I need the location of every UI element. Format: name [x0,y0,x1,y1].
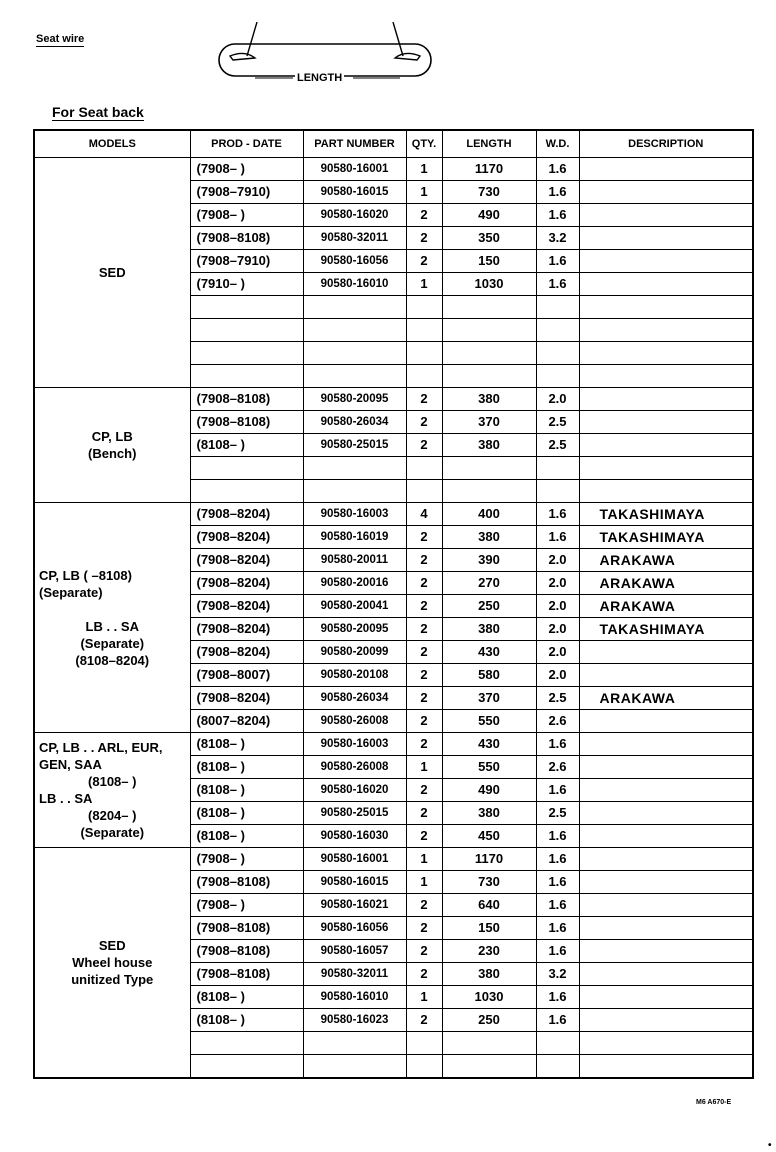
length-cell: 380 [442,526,536,549]
prod-date-cell: (7908–8108) [190,227,303,250]
part-number-cell [303,342,406,365]
description-cell [579,227,753,250]
qty-cell: 1 [406,756,442,779]
part-number-cell: 90580-16021 [303,894,406,917]
length-cell: 430 [442,641,536,664]
part-number-cell: 90580-16056 [303,917,406,940]
prod-date-cell: (7908–8108) [190,871,303,894]
prod-date-cell: (8108– ) [190,779,303,802]
part-number-cell [303,365,406,388]
description-cell [579,986,753,1009]
wd-cell [536,319,579,342]
wd-cell: 2.0 [536,572,579,595]
prod-date-cell: (8108– ) [190,434,303,457]
description-cell [579,250,753,273]
prod-date-cell: (7908–8108) [190,388,303,411]
length-cell: 350 [442,227,536,250]
part-number-cell: 90580-20011 [303,549,406,572]
length-cell: 580 [442,664,536,687]
col-header-length: LENGTH [442,130,536,158]
qty-cell [406,365,442,388]
prod-date-cell: (7908– ) [190,894,303,917]
description-cell [579,457,753,480]
length-cell [442,319,536,342]
prod-date-cell: (7908–8204) [190,526,303,549]
wd-cell: 2.0 [536,664,579,687]
part-number-cell: 90580-16003 [303,733,406,756]
prod-date-cell: (8108– ) [190,756,303,779]
prod-date-cell: (8108– ) [190,1009,303,1032]
qty-cell [406,457,442,480]
qty-cell [406,480,442,503]
wd-cell [536,1055,579,1079]
wd-cell: 2.0 [536,618,579,641]
qty-cell: 2 [406,227,442,250]
qty-cell: 2 [406,779,442,802]
part-number-cell: 90580-20095 [303,388,406,411]
qty-cell: 2 [406,664,442,687]
model-line: SED [98,938,126,953]
length-cell [442,342,536,365]
qty-cell: 2 [406,572,442,595]
prod-date-cell [190,319,303,342]
length-cell: 380 [442,802,536,825]
length-cell: 640 [442,894,536,917]
length-cell: 380 [442,434,536,457]
model-line: (Separate) [80,635,145,651]
model-line: (Separate) [39,584,103,600]
wd-cell [536,296,579,319]
wd-cell: 1.6 [536,940,579,963]
length-cell: 430 [442,733,536,756]
prod-date-cell: (7908–8108) [190,963,303,986]
qty-cell: 2 [406,802,442,825]
length-cell: 490 [442,204,536,227]
length-cell: 380 [442,618,536,641]
wd-cell: 2.0 [536,641,579,664]
part-number-cell [303,1032,406,1055]
qty-cell: 1 [406,871,442,894]
description-cell: ARAKAWA [579,572,753,595]
model-line: Wheel house [72,955,153,970]
part-number-cell: 90580-16030 [303,825,406,848]
length-cell: 250 [442,1009,536,1032]
qty-cell: 2 [406,917,442,940]
part-number-cell: 90580-16056 [303,250,406,273]
part-number-cell: 90580-16015 [303,181,406,204]
wd-cell: 2.6 [536,710,579,733]
part-number-cell: 90580-16020 [303,204,406,227]
wd-cell: 1.6 [536,917,579,940]
col-header-description: DESCRIPTION [579,130,753,158]
qty-cell: 2 [406,618,442,641]
wd-cell [536,342,579,365]
qty-cell: 2 [406,894,442,917]
part-number-cell: 90580-26034 [303,687,406,710]
wd-cell: 3.2 [536,227,579,250]
description-cell: TAKASHIMAYA [579,526,753,549]
table-row [34,733,753,756]
length-cell [442,457,536,480]
qty-cell: 2 [406,204,442,227]
length-cell: 1030 [442,986,536,1009]
part-number-cell [303,319,406,342]
wd-cell: 3.2 [536,963,579,986]
part-number-cell: 90580-16015 [303,871,406,894]
prod-date-cell: (7908–8204) [190,549,303,572]
prod-date-cell: (8108– ) [190,733,303,756]
part-number-cell: 90580-16003 [303,503,406,526]
length-cell: 390 [442,549,536,572]
description-cell [579,411,753,434]
length-cell: 450 [442,825,536,848]
description-cell [579,388,753,411]
qty-cell [406,342,442,365]
part-number-cell: 90580-25015 [303,434,406,457]
col-header-prod-date: PROD - DATE [190,130,303,158]
part-number-cell: 90580-16020 [303,779,406,802]
prod-date-cell [190,342,303,365]
wd-cell: 1.6 [536,779,579,802]
model-cell [34,503,190,733]
wd-cell: 2.5 [536,434,579,457]
length-cell [442,296,536,319]
part-number-cell: 90580-25015 [303,802,406,825]
model-line: SED [98,265,126,280]
length-cell: 730 [442,871,536,894]
wd-cell: 2.5 [536,802,579,825]
qty-cell: 2 [406,549,442,572]
model-line: CP, LB . . ARL, EUR, [39,740,163,755]
description-cell [579,710,753,733]
length-cell: 270 [442,572,536,595]
model-line: (Bench) [88,446,137,461]
description-cell [579,894,753,917]
prod-date-cell: (8108– ) [190,802,303,825]
length-cell: 250 [442,595,536,618]
description-cell [579,319,753,342]
prod-date-cell: (7908–8007) [190,664,303,687]
prod-date-cell: (7908–8108) [190,940,303,963]
wd-cell: 1.6 [536,871,579,894]
prod-date-cell: (8108– ) [190,986,303,1009]
qty-cell [406,319,442,342]
wd-cell: 1.6 [536,526,579,549]
description-cell: TAKASHIMAYA [579,618,753,641]
length-cell: 230 [442,940,536,963]
length-cell: 150 [442,250,536,273]
length-cell: 150 [442,917,536,940]
qty-cell: 1 [406,181,442,204]
table-header-row [34,130,753,158]
qty-cell: 2 [406,940,442,963]
part-number-cell: 90580-16057 [303,940,406,963]
length-cell: 400 [442,503,536,526]
model-line: CP, LB [91,429,133,444]
wd-cell: 1.6 [536,204,579,227]
prod-date-cell: (7908– ) [190,204,303,227]
description-cell [579,825,753,848]
qty-cell [406,1055,442,1079]
part-number-cell: 90580-16001 [303,848,406,871]
part-number-cell: 90580-16010 [303,986,406,1009]
part-number-cell: 90580-16001 [303,158,406,181]
description-cell [579,434,753,457]
qty-cell: 2 [406,963,442,986]
prod-date-cell [190,480,303,503]
wd-cell: 1.6 [536,158,579,181]
description-cell [579,779,753,802]
section-subtitle: For Seat back [52,104,144,120]
prod-date-cell [190,296,303,319]
qty-cell: 2 [406,733,442,756]
prod-date-cell: (7908–8108) [190,411,303,434]
model-line: unitized Type [71,972,154,987]
model-cell [34,733,190,848]
description-cell [579,917,753,940]
prod-date-cell [190,457,303,480]
description-cell [579,802,753,825]
prod-date-cell: (7908–8204) [190,641,303,664]
description-cell: TAKASHIMAYA [579,503,753,526]
description-cell: ARAKAWA [579,595,753,618]
model-cell [34,388,190,503]
description-cell: ARAKAWA [579,687,753,710]
model-line: GEN, SAA [39,757,102,772]
description-cell [579,664,753,687]
description-cell [579,963,753,986]
qty-cell [406,1032,442,1055]
col-header-models: MODELS [34,130,190,158]
part-number-cell: 90580-20016 [303,572,406,595]
description-cell [579,204,753,227]
length-cell: 370 [442,687,536,710]
part-number-cell: 90580-26034 [303,411,406,434]
prod-date-cell: (7908–8108) [190,917,303,940]
seat-wire-table [33,129,754,1079]
prod-date-cell: (7910– ) [190,273,303,296]
wd-cell: 1.6 [536,273,579,296]
wd-cell: 1.6 [536,825,579,848]
wd-cell: 2.5 [536,687,579,710]
wd-cell: 1.6 [536,250,579,273]
qty-cell: 2 [406,1009,442,1032]
part-number-cell: 90580-16019 [303,526,406,549]
qty-cell: 4 [406,503,442,526]
col-header-wd: W.D. [536,130,579,158]
length-cell: 370 [442,411,536,434]
wd-cell: 1.6 [536,733,579,756]
part-number-cell: 90580-20108 [303,664,406,687]
table-row [34,388,753,411]
qty-cell: 2 [406,411,442,434]
length-cell: 550 [442,710,536,733]
length-cell: 550 [442,756,536,779]
length-dimension-label: LENGTH [297,72,343,84]
wd-cell: 1.6 [536,986,579,1009]
table-row [34,503,753,526]
description-cell [579,1055,753,1079]
part-number-cell: 90580-26008 [303,710,406,733]
length-cell: 380 [442,963,536,986]
description-cell [579,940,753,963]
prod-date-cell: (7908–8204) [190,595,303,618]
wd-cell: 1.6 [536,1009,579,1032]
prod-date-cell [190,1032,303,1055]
part-number-cell [303,480,406,503]
qty-cell: 2 [406,687,442,710]
qty-cell: 2 [406,595,442,618]
qty-cell: 1 [406,158,442,181]
description-cell [579,733,753,756]
description-cell [579,181,753,204]
model-cell [34,158,190,388]
col-header-part-number: PART NUMBER [303,130,406,158]
prod-date-cell: (8007–8204) [190,710,303,733]
part-number-cell [303,296,406,319]
qty-cell: 1 [406,273,442,296]
wd-cell: 1.6 [536,181,579,204]
model-line: (8204– ) [88,808,137,823]
qty-cell: 1 [406,986,442,1009]
length-cell: 1030 [442,273,536,296]
wd-cell: 2.0 [536,595,579,618]
description-cell [579,1009,753,1032]
model-line: (8108–8204) [75,652,150,668]
edge-mark: • [768,1140,772,1151]
wd-cell: 2.0 [536,549,579,572]
wd-cell: 2.0 [536,388,579,411]
description-cell [579,871,753,894]
length-cell: 490 [442,779,536,802]
part-number-cell: 90580-16023 [303,1009,406,1032]
model-line: CP, LB ( –8108) [39,567,132,583]
col-header-qty: QTY. [406,130,442,158]
document-reference: M6 A670-E [696,1099,732,1106]
model-cell [34,848,190,1079]
model-line: LB . . SA [85,618,139,634]
wd-cell [536,1032,579,1055]
length-cell: 1170 [442,158,536,181]
part-number-cell [303,457,406,480]
model-line [35,601,190,618]
qty-cell [406,296,442,319]
length-cell [442,480,536,503]
description-cell [579,756,753,779]
qty-cell: 2 [406,250,442,273]
length-cell [442,1032,536,1055]
prod-date-cell: (7908–8204) [190,503,303,526]
table-row [34,158,753,181]
description-cell [579,365,753,388]
seat-wire-label: Seat wire [36,33,85,45]
prod-date-cell: (7908– ) [190,158,303,181]
qty-cell: 2 [406,388,442,411]
description-cell [579,1032,753,1055]
description-cell [579,158,753,181]
prod-date-cell [190,1055,303,1079]
prod-date-cell: (8108– ) [190,825,303,848]
description-cell [579,342,753,365]
description-cell [579,273,753,296]
wd-cell: 1.6 [536,894,579,917]
prod-date-cell: (7908–8204) [190,572,303,595]
prod-date-cell: (7908–7910) [190,250,303,273]
prod-date-cell: (7908–7910) [190,181,303,204]
prod-date-cell: (7908– ) [190,848,303,871]
length-cell: 1170 [442,848,536,871]
wd-cell [536,457,579,480]
description-cell [579,848,753,871]
wd-cell: 1.6 [536,503,579,526]
model-line: LB . . SA [39,791,93,806]
qty-cell: 2 [406,526,442,549]
wd-cell [536,480,579,503]
model-line: (8108– ) [88,774,137,789]
qty-cell: 2 [406,825,442,848]
prod-date-cell: (7908–8204) [190,687,303,710]
wd-cell: 2.5 [536,411,579,434]
description-cell [579,296,753,319]
length-cell: 380 [442,388,536,411]
length-cell [442,1055,536,1079]
part-number-cell: 90580-32011 [303,963,406,986]
wd-cell [536,365,579,388]
qty-cell: 1 [406,848,442,871]
table-row [34,848,753,871]
length-cell [442,365,536,388]
prod-date-cell: (7908–8204) [190,618,303,641]
qty-cell: 2 [406,710,442,733]
description-cell: ARAKAWA [579,549,753,572]
part-number-cell: 90580-20095 [303,618,406,641]
part-number-cell: 90580-16010 [303,273,406,296]
wd-cell: 1.6 [536,848,579,871]
part-number-cell: 90580-20099 [303,641,406,664]
part-number-cell: 90580-26008 [303,756,406,779]
qty-cell: 2 [406,434,442,457]
part-number-cell: 90580-32011 [303,227,406,250]
description-cell [579,641,753,664]
model-line: (Separate) [80,825,145,840]
description-cell [579,480,753,503]
part-number-cell: 90580-20041 [303,595,406,618]
prod-date-cell [190,365,303,388]
length-cell: 730 [442,181,536,204]
part-number-cell [303,1055,406,1079]
wd-cell: 2.6 [536,756,579,779]
qty-cell: 2 [406,641,442,664]
